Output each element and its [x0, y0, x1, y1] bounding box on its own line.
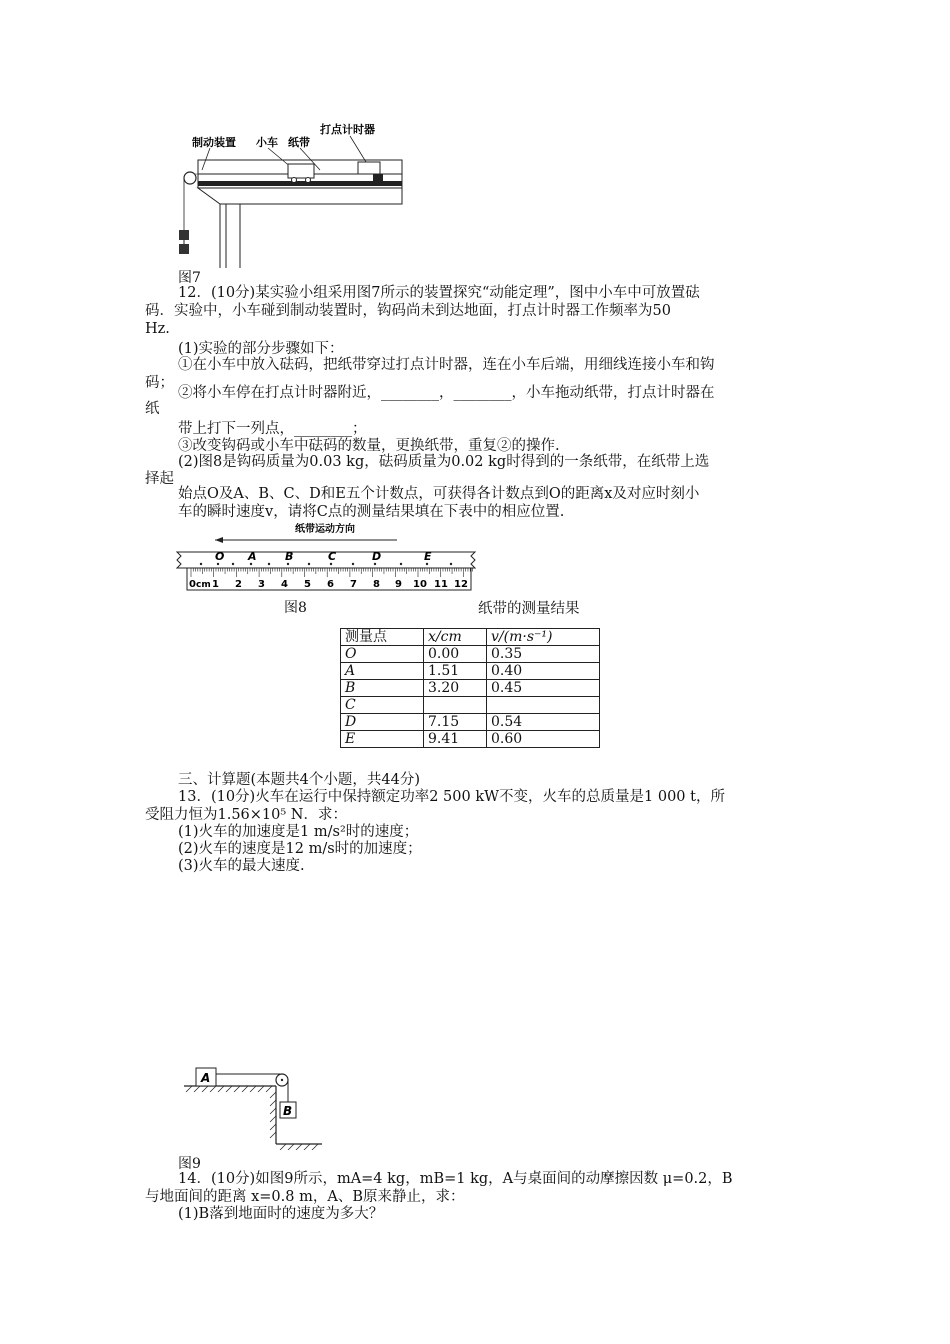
- block-A-label: A: [201, 1071, 211, 1085]
- ruler-number: 2: [235, 579, 242, 590]
- point-label-A: A: [248, 550, 257, 563]
- ruler-number: 3: [258, 579, 265, 590]
- ruler-number: 1: [212, 579, 219, 590]
- q12-line-3: Hz.: [145, 321, 170, 337]
- cell-x: 7.15: [424, 714, 487, 731]
- label-timer: 打点计时器: [320, 123, 375, 136]
- figure-7-caption: 图7: [178, 270, 201, 286]
- q13-line-5: (3)火车的最大速度.: [178, 858, 305, 874]
- col-header-x: x/cm: [424, 629, 487, 646]
- ruler-number: 8: [373, 579, 380, 590]
- ruler-number: 6: [327, 579, 334, 590]
- block-B-label: B: [283, 1104, 293, 1118]
- ruler-number: 12: [454, 579, 468, 590]
- q12-line-1: 12．(10分)某实验小组采用图7所示的装置探究“动能定理”，图中小车中可放置砝: [178, 285, 700, 301]
- cell-v: 0.40: [487, 663, 600, 680]
- table-row: [341, 646, 600, 663]
- q12-line-6: 码；: [145, 375, 174, 391]
- cell-x: 9.41: [424, 731, 487, 748]
- ruler-number: 10: [413, 579, 427, 590]
- cell-v: 0.45: [487, 680, 600, 697]
- measurement-table: [340, 628, 600, 748]
- q12-line-5: ①在小车中放入砝码，把纸带穿过打点计时器，连在小车后端，用细线连接小车和钩: [178, 357, 715, 373]
- ruler-number: 4: [281, 579, 288, 590]
- table-row: [341, 697, 600, 714]
- point-label-E: E: [424, 550, 432, 563]
- cell-point: B: [341, 680, 424, 697]
- q12-line-4: (1)实验的部分步骤如下：: [178, 341, 344, 357]
- q13-line-4: (2)火车的速度是12 m/s时的加速度；: [178, 841, 422, 857]
- q12-line-2: 码．实验中，小车碰到制动装置时，钩码尚未到达地面，打点计时器工作频率为50: [145, 303, 671, 319]
- figure-8-tape: [175, 520, 485, 596]
- q12-line-7: ②将小车停在打点计时器附近，________，________，小车拖动纸带，打点计时器在: [178, 385, 715, 401]
- cell-point: E: [341, 731, 424, 748]
- figure-8-caption: 图8: [284, 600, 307, 616]
- table-row: [341, 731, 600, 748]
- q12-line-11: (2)图8是钩码质量为0.03 kg，砝码质量为0.02 kg时得到的一条纸带，在纸带上选: [178, 454, 710, 470]
- cell-x: 1.51: [424, 663, 487, 680]
- point-label-D: D: [372, 550, 382, 563]
- q13-line-1: 13．(10分)火车在运行中保持额定功率2 500 kW不变，火车的总质量是1 000 t，所: [178, 789, 725, 805]
- cell-point: A: [341, 663, 424, 680]
- ruler-number: 7: [350, 579, 357, 590]
- ruler-number: 0: [189, 579, 196, 590]
- figure-7-apparatus: [170, 118, 410, 268]
- col-header-point: 测量点: [341, 629, 424, 646]
- q14-line-2: 与地面间的距离 x=0.8 m，A、B原来静止，求：: [145, 1189, 465, 1205]
- table-row: [341, 663, 600, 680]
- q13-line-3: (1)火车的加速度是1 m/s²时的速度；: [178, 824, 419, 840]
- label-brake-device: 制动装置: [192, 136, 236, 149]
- point-label-O: O: [215, 550, 225, 563]
- col-header-v: v/(m·s⁻¹): [487, 629, 600, 646]
- table-header-row: [341, 629, 600, 646]
- cell-v: 0.35: [487, 646, 600, 663]
- figure-9-caption: 图9: [178, 1156, 201, 1172]
- cell-x-blank: [424, 697, 487, 714]
- cell-point: O: [341, 646, 424, 663]
- cell-x: 3.20: [424, 680, 487, 697]
- section-3-title: 三、计算题(本题共4个小题，共44分): [178, 772, 420, 788]
- q12-line-8: 纸: [145, 401, 160, 417]
- q12-line-12: 择起: [145, 471, 174, 487]
- cell-v: 0.54: [487, 714, 600, 731]
- point-label-C: C: [328, 550, 337, 563]
- label-cart: 小车: [256, 136, 278, 149]
- cell-v-blank: [487, 697, 600, 714]
- q12-line-9: 带上打下一列点，________；: [178, 421, 367, 437]
- q12-line-10: ③改变钩码或小车中砝码的数量，更换纸带，重复②的操作.: [178, 438, 560, 454]
- q12-line-14: 车的瞬时速度v，请将C点的测量结果填在下表中的相应位置.: [178, 504, 565, 520]
- q12-line-13: 始点O及A、B、C、D和E五个计数点，可获得各计数点到O的距离x及对应时刻小: [178, 486, 700, 502]
- tape-direction-label: 纸带运动方向: [295, 524, 355, 535]
- q14-line-3: (1)B落到地面时的速度为多大？: [178, 1206, 384, 1222]
- ruler-unit: cm: [196, 580, 211, 590]
- cell-point: D: [341, 714, 424, 731]
- ruler-number: 5: [304, 579, 311, 590]
- cell-x: 0.00: [424, 646, 487, 663]
- label-tape: 纸带: [288, 136, 310, 149]
- point-label-B: B: [285, 550, 294, 563]
- cell-point: C: [341, 697, 424, 714]
- figure-9-pulley: [180, 1058, 330, 1150]
- q13-line-2: 受阻力恒为1.56×10⁵ N．求：: [145, 807, 347, 823]
- ruler-number: 11: [434, 579, 448, 590]
- cell-v: 0.60: [487, 731, 600, 748]
- table-title: 纸带的测量结果: [478, 601, 580, 617]
- table-row: [341, 714, 600, 731]
- table-row: [341, 680, 600, 697]
- q14-line-1: 14．(10分)如图9所示，mA=4 kg，mB=1 kg，A与桌面间的动摩擦因数 μ=0.2，B: [178, 1171, 733, 1187]
- ruler-number: 9: [395, 579, 402, 590]
